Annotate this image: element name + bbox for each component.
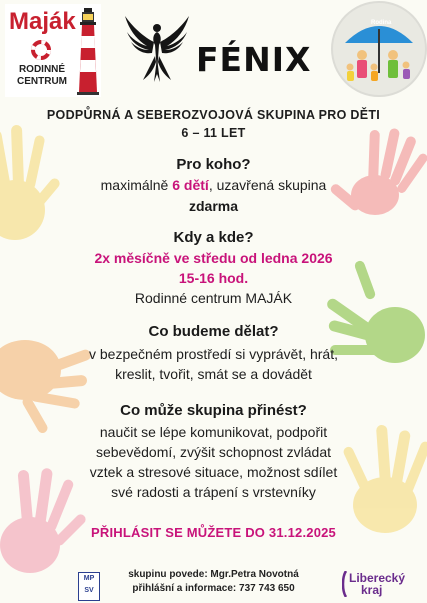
when-line-1: 2x měsíčně ve středu od ledna 2026 [94, 250, 333, 266]
subtitle-line-1: PODPŮRNÁ A SEBEROZVOJOVÁ SKUPINA PRO DĚTI [46, 108, 381, 122]
majak-logo [5, 4, 101, 97]
brand-title: FÉNIX [196, 40, 312, 79]
activities-line-2: kreslit, tvořit, smát se a dovádět [115, 366, 312, 382]
phoenix-icon [121, 12, 193, 84]
liberec-region-logo: Liberecký kraj [349, 572, 405, 596]
majak-logo-name: Maják [9, 8, 76, 35]
benefits-heading: Co může skupina přinést? [120, 402, 307, 419]
signup-deadline: PŘIHLÁSIT SE MŮŽETE DO 31.12.2025 [90, 525, 336, 540]
activities-heading: Co budeme dělat? [148, 323, 279, 340]
majak-logo-subtitle: RODINNÉ CENTRUM [17, 64, 67, 87]
lifebuoy-icon [31, 40, 51, 60]
when-heading: Kdy a kde? [173, 229, 254, 246]
benefits-line-4: své radosti a trápení s vrstevníky [111, 484, 316, 500]
when-line-3: Rodinné centrum MAJÁK [134, 290, 293, 306]
activities-line-1: v bezpečném prostředí si vyprávět, hrát, [89, 346, 338, 362]
benefits-line-2: sebevědomí, zvýšit schopnost zvládat [95, 444, 331, 460]
lighthouse-icon [75, 6, 101, 96]
footer-leader: skupinu povede: Mgr.Petra Novotná [128, 569, 299, 580]
who-heading: Pro koho? [176, 156, 251, 173]
who-line-1: maximálně 6 dětí, uzavřená skupina [100, 177, 327, 193]
who-highlight: 6 dětí [172, 177, 209, 193]
liberec-mark-icon [342, 571, 348, 597]
family-umbrella-logo [331, 1, 427, 97]
family-logo-text: Rodina [371, 20, 392, 26]
benefits-line-1: naučit se lépe komunikovat, podpořit [99, 424, 328, 440]
who-line-2: zdarma [188, 198, 239, 214]
benefits-line-3: vztek a stresové situace, možnost sdílet [89, 464, 338, 480]
mpsv-logo: MP SV [78, 572, 100, 601]
footer-contact: přihlášní a informace: 737 743 650 [132, 583, 295, 594]
subtitle-line-2: 6 – 11 LET [181, 126, 246, 140]
family-umbrella-icon [331, 1, 427, 97]
when-line-2: 15-16 hod. [178, 270, 249, 286]
